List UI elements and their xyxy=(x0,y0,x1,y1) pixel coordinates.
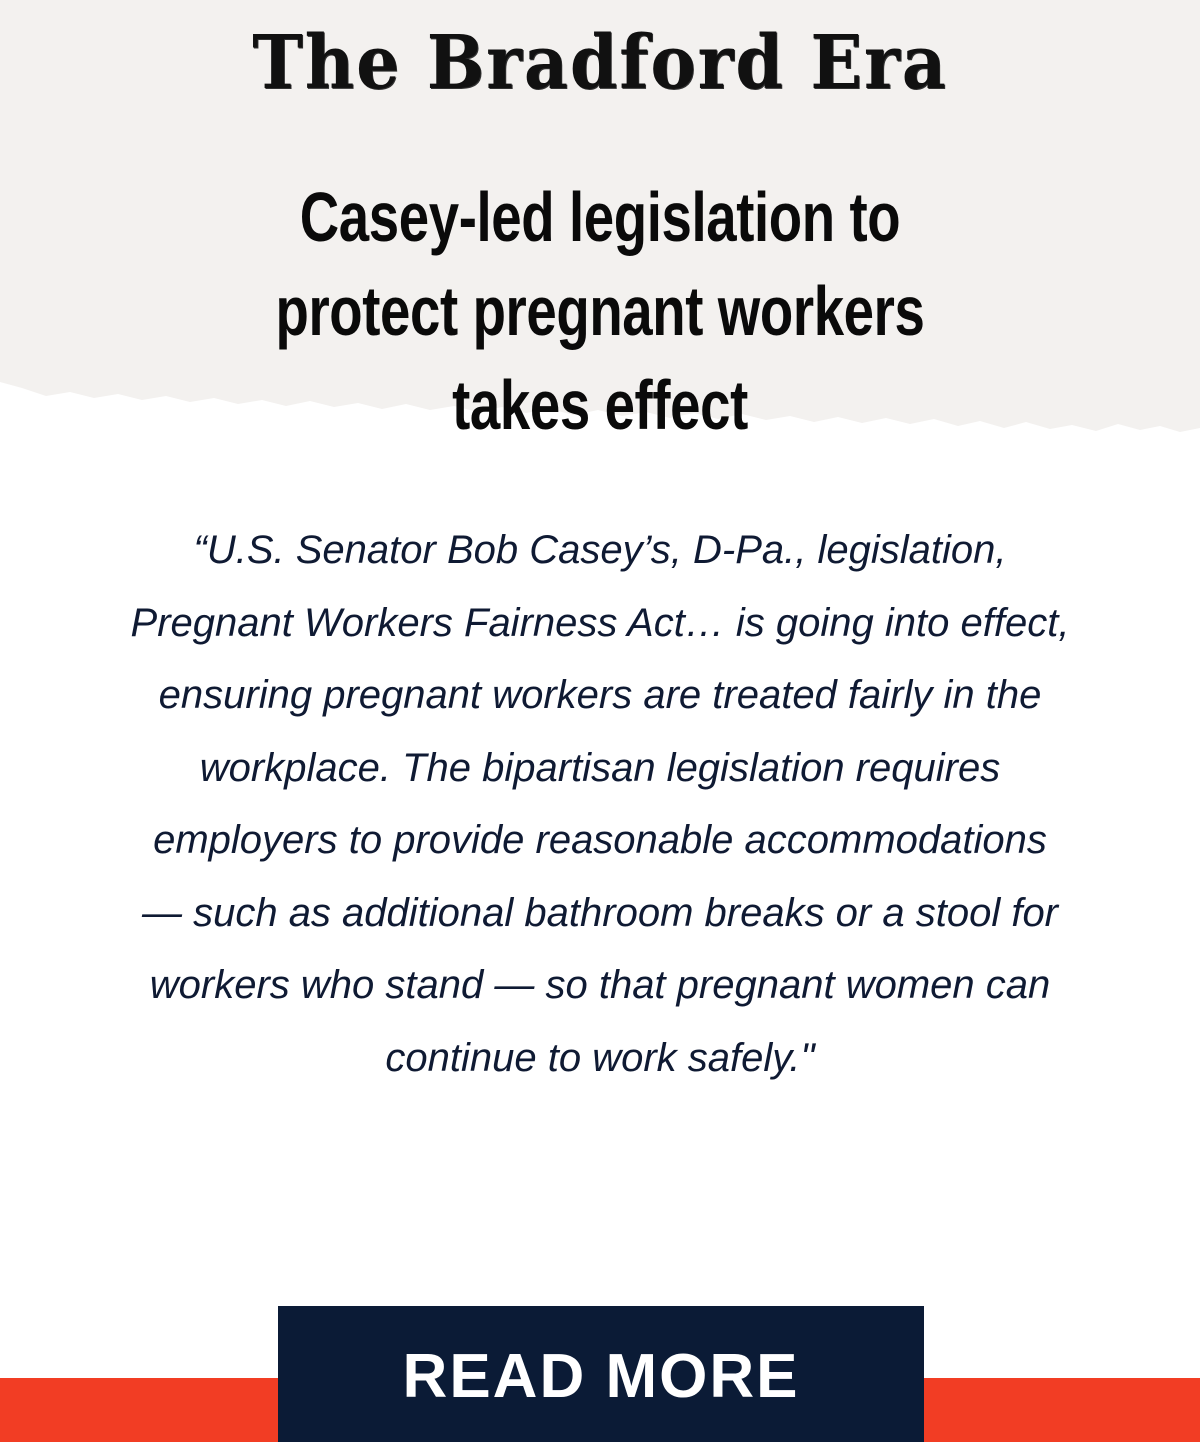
read-more-button[interactable]: READ MORE xyxy=(278,1306,924,1442)
publication-name: The Bradford Era xyxy=(252,20,948,106)
article-headline: Casey-led legislation to protect pregnant workers takes effect xyxy=(275,178,925,444)
header-section xyxy=(0,0,1200,460)
publication-logo xyxy=(0,20,1200,106)
article-quote: “U.S. Senator Bob Casey’s, D-Pa., legislation, Pregnant Workers Fairness Act… is going into effect, ensuring pregnant workers are treated fairly in the workplace. The bipartisan legislation requires employers to provide reasonable accommodations — such as additional bathroom breaks or a stool for workers who stand — so that pregnant women can continue to work safely." xyxy=(130,528,1070,1080)
